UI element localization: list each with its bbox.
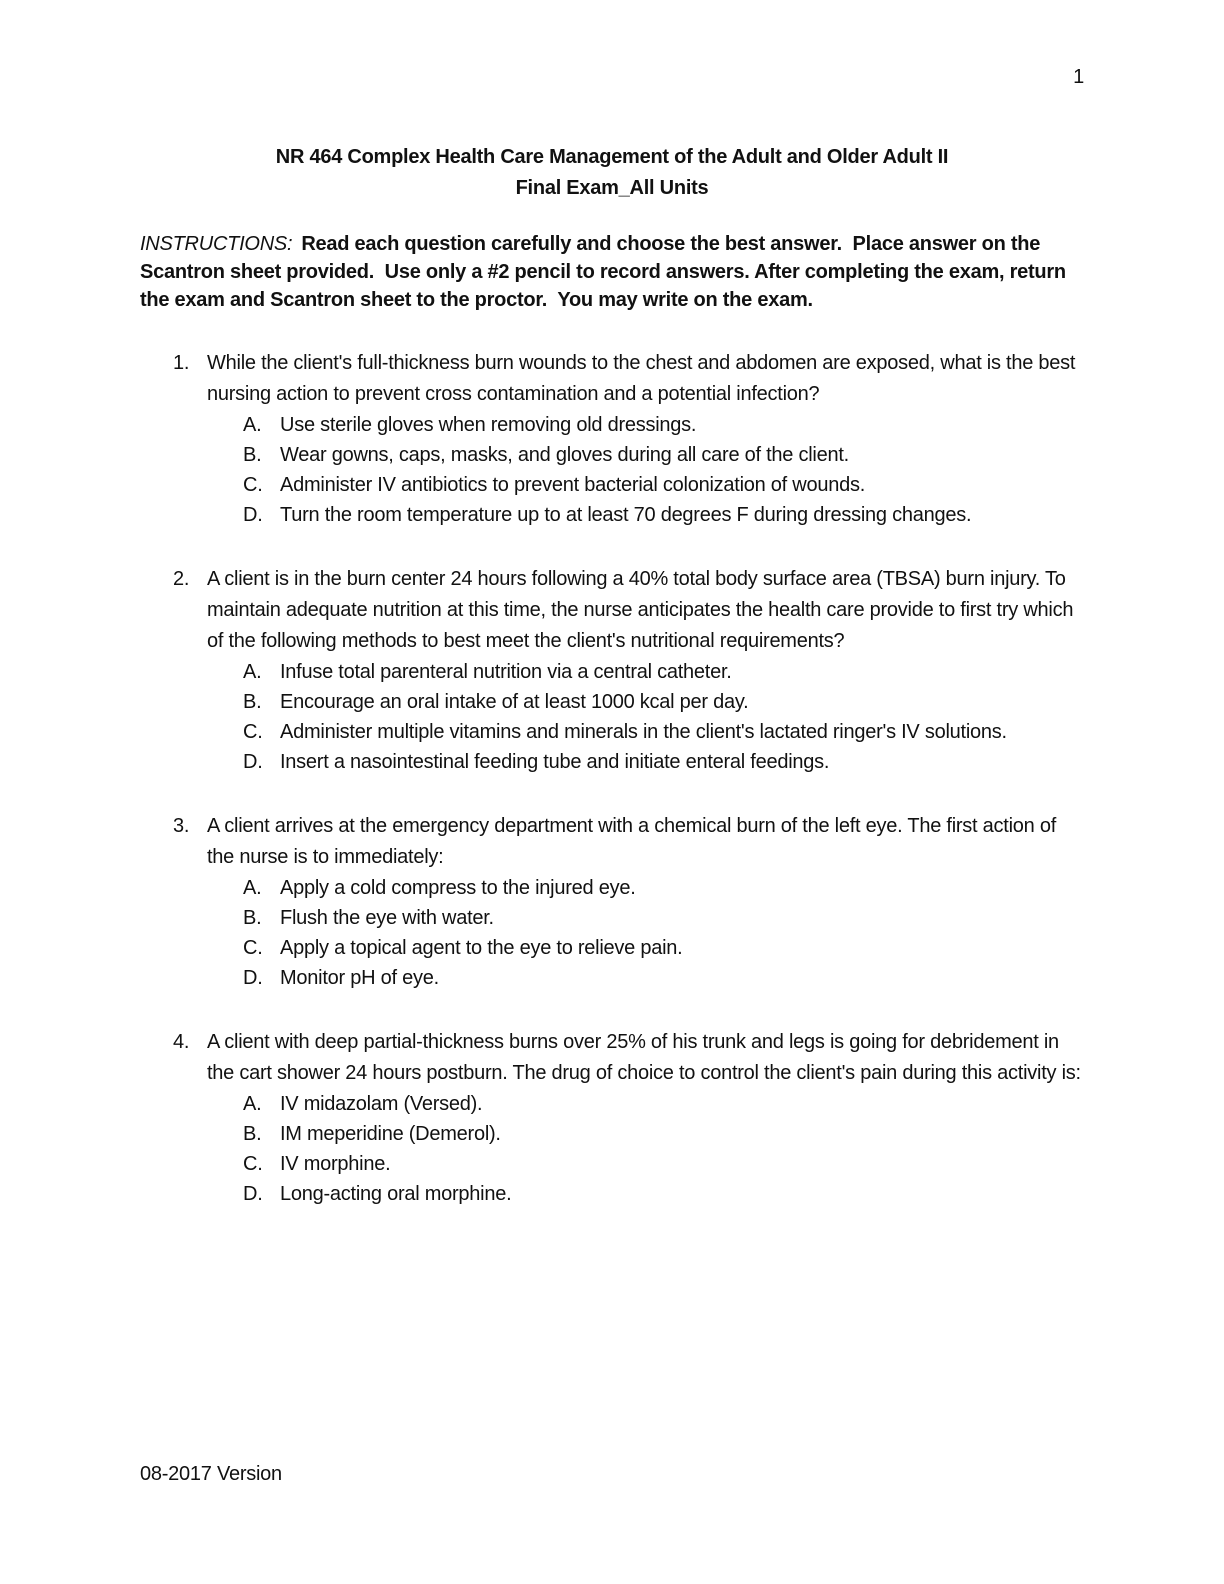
option-row — [243, 687, 1084, 717]
question-4 — [140, 1027, 1084, 1209]
option-text: IV midazolam (Versed). — [280, 1093, 483, 1115]
question-3 — [140, 811, 1084, 993]
option-text: Infuse total parenteral nutrition via a central catheter. — [280, 661, 732, 683]
option-row — [243, 657, 1084, 687]
option-letter: A. — [243, 1093, 262, 1115]
option-letter: C. — [243, 937, 263, 959]
option-letter: D. — [243, 1183, 263, 1205]
title-line-1: NR 464 Complex Health Care Management of the Adult and Older Adult II — [275, 146, 949, 168]
option-row — [243, 470, 1084, 500]
instructions-label: INSTRUCTIONS: — [140, 233, 293, 255]
option-letter: B. — [243, 1123, 262, 1145]
option-letter: A. — [243, 414, 262, 436]
option-letter: D. — [243, 504, 263, 526]
option-row — [243, 903, 1084, 933]
option-letter: C. — [243, 1153, 263, 1175]
question-number: 3. — [173, 815, 190, 837]
option-text: Monitor pH of eye. — [280, 967, 439, 989]
option-text: Apply a cold compress to the injured eye. — [280, 877, 636, 899]
option-letter: A. — [243, 877, 262, 899]
question-stem-row — [140, 348, 1084, 410]
option-letter: C. — [243, 721, 263, 743]
option-text: Flush the eye with water. — [280, 907, 494, 929]
option-text: Wear gowns, caps, masks, and gloves during all care of the client. — [280, 444, 849, 466]
option-row — [243, 933, 1084, 963]
question-stem-row — [140, 564, 1084, 657]
option-row — [243, 717, 1084, 747]
option-row — [243, 1149, 1084, 1179]
instructions-body: Read each question carefully and choose the best answer. Place answer on the Scantron sheet provided. Use only a #2 pencil to record answers. After completing the exam, return the exam and Scantron sheet to the proctor. You may write on the exam. — [140, 233, 1072, 311]
option-row — [243, 410, 1084, 440]
version-footer: 08-2017 Version — [140, 1463, 282, 1485]
option-letter: A. — [243, 661, 262, 683]
option-row — [243, 873, 1084, 903]
question-stem: A client arrives at the emergency department with a chemical burn of the left eye. The first action of the nurse is to immediately: — [207, 815, 1057, 868]
title-line-2: Final Exam_All Units — [515, 177, 709, 199]
option-letter: B. — [243, 444, 262, 466]
option-row — [243, 500, 1084, 530]
page-number: 1 — [1073, 66, 1084, 88]
question-2 — [140, 564, 1084, 777]
option-text: Turn the room temperature up to at least 70 degrees F during dressing changes. — [280, 504, 972, 526]
question-stem: A client is in the burn center 24 hours following a 40% total body surface area (TBSA) burn injury. To maintain adequate nutrition at this time, the nurse anticipates the health care provide to first try which of the following methods to best meet the client's nutritional requirements? — [207, 568, 1074, 652]
option-text: Use sterile gloves when removing old dressings. — [280, 414, 697, 436]
option-text: IM meperidine (Demerol). — [280, 1123, 501, 1145]
option-text: Encourage an oral intake of at least 1000 kcal per day. — [280, 691, 749, 713]
option-letter: D. — [243, 751, 263, 773]
option-text: Apply a topical agent to the eye to relieve pain. — [280, 937, 683, 959]
option-text: Administer IV antibiotics to prevent bacterial colonization of wounds. — [280, 474, 866, 496]
option-letter: D. — [243, 967, 263, 989]
option-row — [243, 747, 1084, 777]
question-stem: While the client's full-thickness burn wounds to the chest and abdomen are exposed, what is the best nursing action to prevent cross contamination and a potential infection? — [207, 352, 1076, 405]
option-row — [243, 1119, 1084, 1149]
option-row — [243, 440, 1084, 470]
option-text: Insert a nasointestinal feeding tube and initiate enteral feedings. — [280, 751, 830, 773]
option-row — [243, 1089, 1084, 1119]
option-row — [243, 963, 1084, 993]
option-letter: B. — [243, 907, 262, 929]
option-text: IV morphine. — [280, 1153, 391, 1175]
question-1 — [140, 348, 1084, 530]
option-text: Long-acting oral morphine. — [280, 1183, 512, 1205]
instructions-paragraph — [140, 230, 1084, 314]
question-stem-row — [140, 1027, 1084, 1089]
option-row — [243, 1179, 1084, 1209]
option-letter: B. — [243, 691, 262, 713]
option-letter: C. — [243, 474, 263, 496]
question-number: 4. — [173, 1031, 190, 1053]
question-number: 1. — [173, 352, 190, 374]
question-stem-row — [140, 811, 1084, 873]
option-text: Administer multiple vitamins and minerals in the client's lactated ringer's IV solutions. — [280, 721, 1007, 743]
question-stem: A client with deep partial-thickness burns over 25% of his trunk and legs is going for debridement in the cart shower 24 hours postburn. The drug of choice to control the client's pain during this activity is: — [207, 1031, 1081, 1084]
question-number: 2. — [173, 568, 190, 590]
document-title — [140, 142, 1084, 204]
